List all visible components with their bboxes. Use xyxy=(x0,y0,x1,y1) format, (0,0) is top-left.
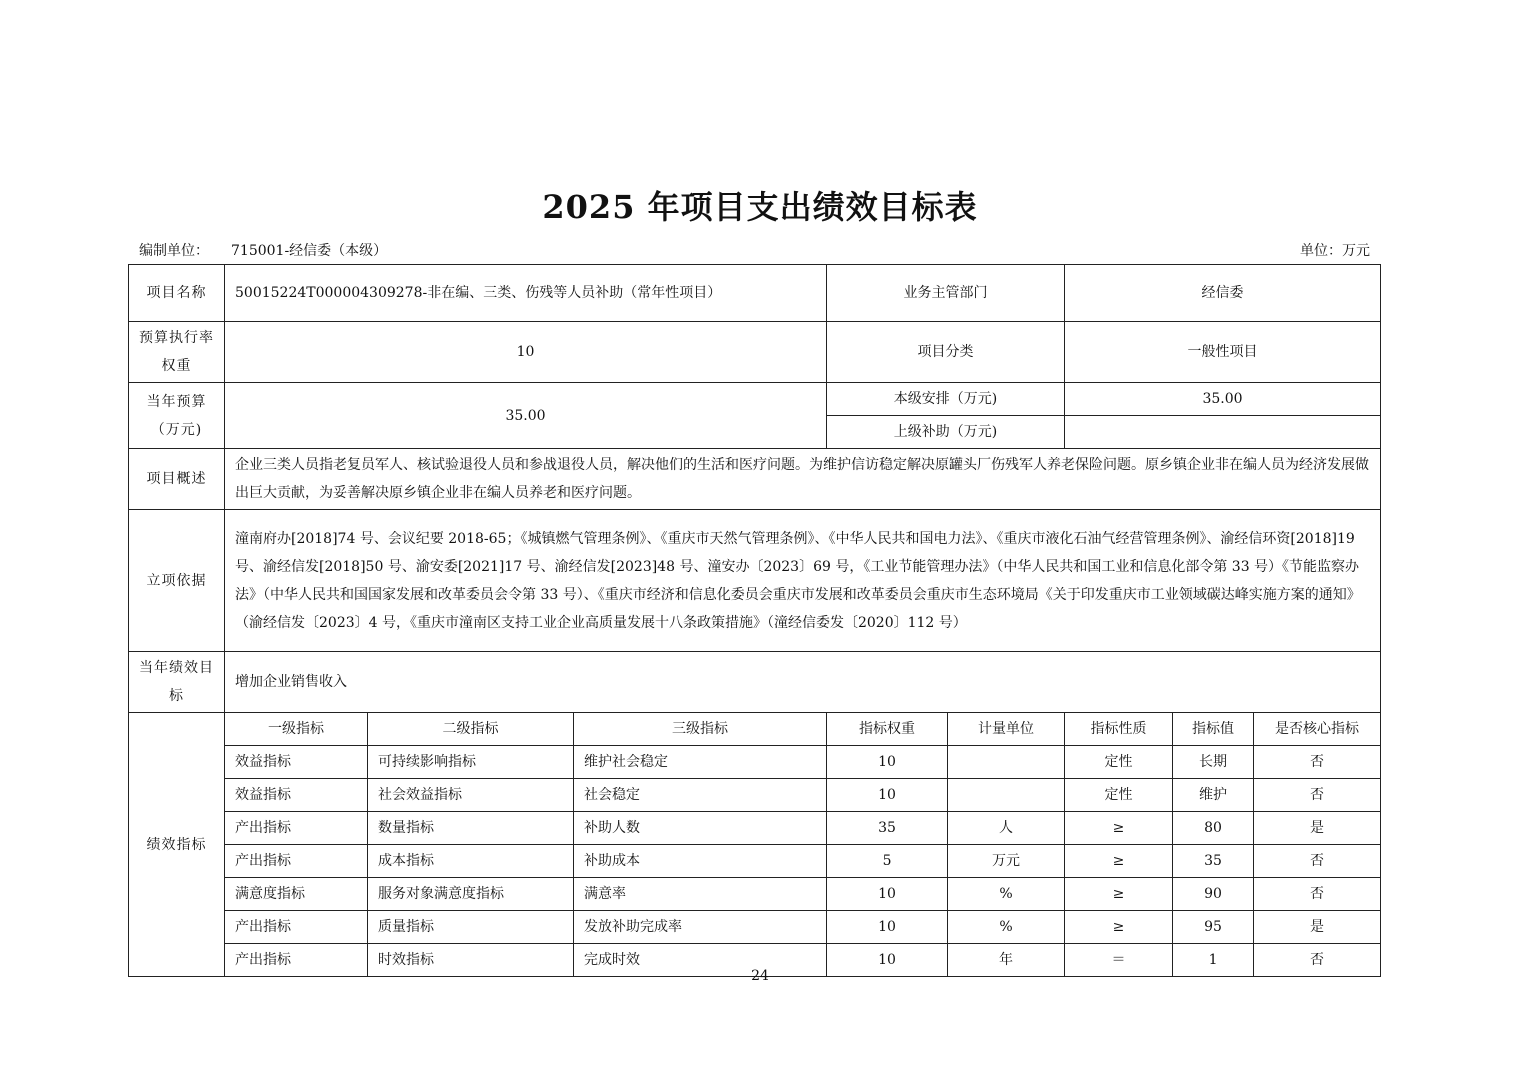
exec-weight-label: 预算执行率权重 xyxy=(129,322,225,383)
cell-unit xyxy=(948,779,1065,812)
cell-nature: ≥ xyxy=(1065,812,1173,845)
exec-weight-value: 10 xyxy=(225,322,827,383)
compiling-unit xyxy=(139,240,387,260)
cell-level2: 时效指标 xyxy=(368,944,574,977)
cell-weight: 10 xyxy=(827,746,948,779)
compiling-unit-label: 编制单位： xyxy=(139,243,209,259)
category-value: 一般性项目 xyxy=(1065,322,1381,383)
local-value: 35.00 xyxy=(1065,383,1381,416)
cell-level2: 可持续影响指标 xyxy=(368,746,574,779)
cell-level3: 补助人数 xyxy=(574,812,827,845)
dept-value: 经信委 xyxy=(1065,265,1381,322)
budget-value: 35.00 xyxy=(225,383,827,449)
cell-weight: 10 xyxy=(827,779,948,812)
cell-core: 否 xyxy=(1254,845,1381,878)
cell-core: 否 xyxy=(1254,878,1381,911)
cell-level2: 质量指标 xyxy=(368,911,574,944)
header-core: 是否核心指标 xyxy=(1254,713,1381,746)
currency-unit: 单位：万元 xyxy=(1300,243,1370,259)
cell-core: 否 xyxy=(1254,779,1381,812)
cell-weight: 5 xyxy=(827,845,948,878)
table-row xyxy=(129,911,1381,944)
row-project-name xyxy=(129,265,1381,322)
cell-core: 是 xyxy=(1254,812,1381,845)
page-title: 2025 年项目支出绩效目标表 xyxy=(542,188,978,226)
budget-label: 当年预算（万元) xyxy=(129,383,225,449)
cell-nature: ＝ xyxy=(1065,944,1173,977)
overview-value: 企业三类人员指老复员军人、核试验退役人员和参战退役人员，解决他们的生活和医疗问题。为维护信访稳定解决原罐头厂伤残军人养老保险问题。原乡镇企业非在编人员为经济发展做出巨大贡献，为妥善解决原乡镇企业非在编人员养老和医疗问题。 xyxy=(225,449,1381,510)
header-nature: 指标性质 xyxy=(1065,713,1173,746)
cell-unit xyxy=(948,746,1065,779)
basis-label: 立项依据 xyxy=(129,510,225,652)
compiling-unit-value: 715001-经信委（本级） xyxy=(231,243,388,259)
perf-indicators-label: 绩效指标 xyxy=(129,713,225,977)
row-overview xyxy=(129,449,1381,510)
cell-weight: 10 xyxy=(827,878,948,911)
project-name-label: 项目名称 xyxy=(129,265,225,322)
cell-unit: 万元 xyxy=(948,845,1065,878)
cell-level3: 发放补助完成率 xyxy=(574,911,827,944)
cell-nature: ≥ xyxy=(1065,845,1173,878)
table-row xyxy=(129,746,1381,779)
local-label: 本级安排（万元) xyxy=(827,383,1065,416)
header-unit: 计量单位 xyxy=(948,713,1065,746)
header-weight: 指标权重 xyxy=(827,713,948,746)
row-exec-weight xyxy=(129,322,1381,383)
cell-value: 长期 xyxy=(1173,746,1254,779)
cell-core: 否 xyxy=(1254,746,1381,779)
category-label: 项目分类 xyxy=(827,322,1065,383)
cell-value: 80 xyxy=(1173,812,1254,845)
cell-value: 35 xyxy=(1173,845,1254,878)
cell-value: 1 xyxy=(1173,944,1254,977)
dept-label: 业务主管部门 xyxy=(827,265,1065,322)
table-row xyxy=(129,845,1381,878)
cell-level2: 成本指标 xyxy=(368,845,574,878)
cell-level3: 维护社会稳定 xyxy=(574,746,827,779)
cell-level1: 产出指标 xyxy=(225,911,368,944)
cell-weight: 10 xyxy=(827,944,948,977)
cell-level1: 满意度指标 xyxy=(225,878,368,911)
header-level1: 一级指标 xyxy=(225,713,368,746)
table-row xyxy=(129,779,1381,812)
cell-level2: 社会效益指标 xyxy=(368,779,574,812)
cell-nature: ≥ xyxy=(1065,911,1173,944)
cell-level3: 补助成本 xyxy=(574,845,827,878)
cell-value: 维护 xyxy=(1173,779,1254,812)
indicator-header-row xyxy=(129,713,1381,746)
upper-value xyxy=(1065,416,1381,449)
row-budget-local xyxy=(129,383,1381,416)
cell-level2: 服务对象满意度指标 xyxy=(368,878,574,911)
table-row xyxy=(129,878,1381,911)
cell-core: 否 xyxy=(1254,944,1381,977)
cell-level1: 产出指标 xyxy=(225,812,368,845)
cell-level3: 社会稳定 xyxy=(574,779,827,812)
cell-level1: 效益指标 xyxy=(225,746,368,779)
cell-level3: 满意率 xyxy=(574,878,827,911)
cell-unit: 人 xyxy=(948,812,1065,845)
cell-unit: % xyxy=(948,878,1065,911)
cell-value: 95 xyxy=(1173,911,1254,944)
cell-nature: ≥ xyxy=(1065,878,1173,911)
performance-target-table xyxy=(128,264,1381,977)
cell-level3: 完成时效 xyxy=(574,944,827,977)
cell-level1: 产出指标 xyxy=(225,944,368,977)
page-number: 24 xyxy=(751,968,769,984)
upper-label: 上级补助（万元) xyxy=(827,416,1065,449)
goal-label: 当年绩效目标 xyxy=(129,652,225,713)
cell-unit: 年 xyxy=(948,944,1065,977)
row-goal xyxy=(129,652,1381,713)
cell-nature: 定性 xyxy=(1065,779,1173,812)
cell-level1: 效益指标 xyxy=(225,779,368,812)
cell-nature: 定性 xyxy=(1065,746,1173,779)
cell-level1: 产出指标 xyxy=(225,845,368,878)
project-name-value: 50015224T000004309278-非在编、三类、伤残等人员补助（常年性项目） xyxy=(225,265,827,322)
cell-core: 是 xyxy=(1254,911,1381,944)
overview-label: 项目概述 xyxy=(129,449,225,510)
header-level3: 三级指标 xyxy=(574,713,827,746)
cell-level2: 数量指标 xyxy=(368,812,574,845)
cell-value: 90 xyxy=(1173,878,1254,911)
basis-value: 潼南府办[2018]74 号、会议纪要 2018-65；《城镇燃气管理条例》、《重庆市天然气管理条例》、《中华人民共和国电力法》、《重庆市液化石油气经营管理条例》、渝经信环资[2018]19 号、渝经信发[2018]50 号、渝安委[2021]17 号、渝经信发[2023]48 号、潼安办〔2023〕69 号，《工业节能管理办法》（中华人民共和国工业和信息化部令第 33 号）《节能监察办法》（中华人民共和国国家发展和改革委员会令第 33 号）、《重庆市经济和信息化委员会重庆市发展和改革委员会重庆市生态环境局《关于印发重庆市工业领域碳达峰实施方案的通知》（渝经信发〔2023〕4 号，《重庆市潼南区支持工业企业高质量发展十八条政策措施》（潼经信委发〔2020〕112 号） xyxy=(225,510,1381,652)
goal-value: 增加企业销售收入 xyxy=(225,652,1381,713)
row-basis xyxy=(129,510,1381,652)
header-level2: 二级指标 xyxy=(368,713,574,746)
cell-weight: 35 xyxy=(827,812,948,845)
cell-weight: 10 xyxy=(827,911,948,944)
cell-unit: % xyxy=(948,911,1065,944)
header-value: 指标值 xyxy=(1173,713,1254,746)
table-row xyxy=(129,812,1381,845)
